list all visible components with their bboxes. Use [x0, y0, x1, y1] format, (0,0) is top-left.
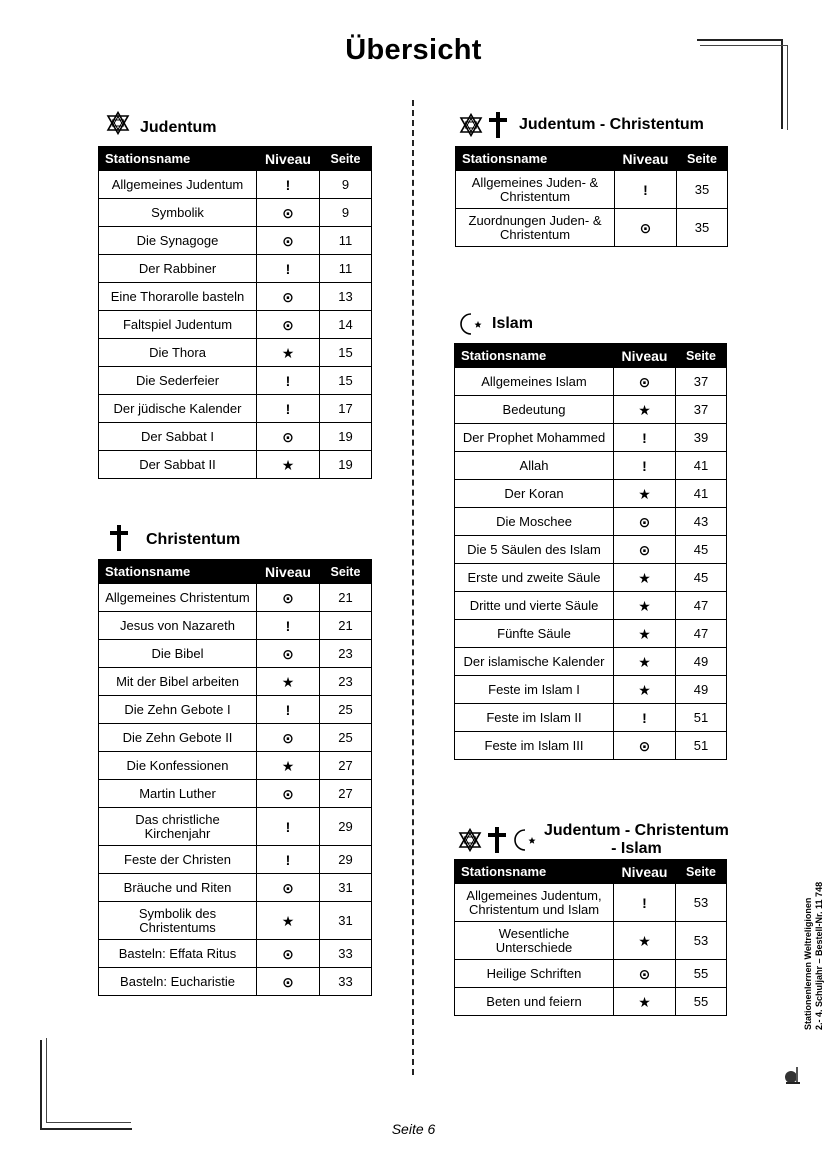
- station-name-cell: Eine Thorarolle basteln: [99, 283, 257, 311]
- station-name-cell: Die Zehn Gebote I: [99, 696, 257, 724]
- table-row: [455, 732, 727, 760]
- niveau-cell: ⊙: [614, 536, 676, 564]
- table-row: [99, 283, 372, 311]
- table-row: [455, 396, 727, 424]
- table-row: [99, 227, 372, 255]
- table-islam: [454, 343, 727, 760]
- side-text-line1: Stationenlernen Weltreligionen: [803, 897, 813, 1030]
- table-row: [99, 846, 372, 874]
- seite-cell: 29: [320, 808, 372, 846]
- corner-ornament-bottom-left-inner: [46, 1038, 131, 1123]
- station-name-cell: Die Thora: [99, 339, 257, 367]
- table-row: [99, 696, 372, 724]
- station-name-cell: Feste im Islam II: [455, 704, 614, 732]
- seite-cell: 35: [677, 209, 728, 247]
- table-row: [99, 339, 372, 367]
- seite-cell: 37: [676, 368, 727, 396]
- cross-icon: [489, 112, 507, 138]
- niveau-cell: ★: [257, 339, 320, 367]
- column-divider: [412, 100, 414, 1075]
- station-name-cell: Der Koran: [455, 480, 614, 508]
- table-row: [455, 368, 727, 396]
- section-header-christentum: [110, 525, 240, 551]
- crescent-icon: [512, 828, 538, 852]
- seite-cell: 33: [320, 968, 372, 996]
- station-name-cell: Die Sederfeier: [99, 367, 257, 395]
- niveau-cell: ⊙: [257, 199, 320, 227]
- table-row: [99, 752, 372, 780]
- side-text-line2: 2.- 4. Schuljahr – Bestell-Nr. 11 748: [814, 881, 824, 1030]
- seite-cell: 11: [320, 227, 372, 255]
- seite-cell: 15: [320, 339, 372, 367]
- niveau-cell: !: [257, 367, 320, 395]
- seite-cell: 53: [676, 884, 727, 922]
- table-row: [99, 968, 372, 996]
- niveau-cell: ⊙: [257, 874, 320, 902]
- table-row: [455, 620, 727, 648]
- table-row: [99, 724, 372, 752]
- niveau-cell: ★: [614, 396, 676, 424]
- seite-cell: 41: [676, 480, 727, 508]
- table-row: [99, 640, 372, 668]
- column-header-seite: Seite: [320, 560, 372, 584]
- seite-cell: 51: [676, 732, 727, 760]
- niveau-cell: ★: [257, 451, 320, 479]
- page-number: Seite 6: [391, 1121, 436, 1137]
- cross-icon: [110, 525, 128, 551]
- niveau-cell: !: [257, 808, 320, 846]
- station-name-cell: Zuordnungen Juden- & Christentum: [456, 209, 615, 247]
- niveau-cell: ★: [257, 668, 320, 696]
- section-header-judentum-christentum: [459, 112, 704, 138]
- table-row: [99, 940, 372, 968]
- station-name-cell: Wesentliche Unterschiede: [455, 922, 614, 960]
- niveau-cell: ⊙: [257, 940, 320, 968]
- niveau-cell: ⊙: [615, 209, 677, 247]
- seite-cell: 9: [320, 199, 372, 227]
- table-row: [99, 255, 372, 283]
- section-title-line2: - Islam: [611, 840, 662, 857]
- niveau-cell: ★: [614, 620, 676, 648]
- table-row: [99, 367, 372, 395]
- seite-cell: 9: [320, 171, 372, 199]
- column-header-seite: Seite: [676, 344, 727, 368]
- table-row: [455, 884, 727, 922]
- seite-cell: 47: [676, 592, 727, 620]
- section-title-line1: Judentum - Christentum: [544, 822, 729, 839]
- station-name-cell: Allgemeines Islam: [455, 368, 614, 396]
- station-name-cell: Bräuche und Riten: [99, 874, 257, 902]
- niveau-cell: ★: [614, 480, 676, 508]
- table-row: [455, 452, 727, 480]
- seite-cell: 41: [676, 452, 727, 480]
- table-christentum: [98, 559, 372, 996]
- niveau-cell: !: [614, 884, 676, 922]
- section-title: Judentum: [140, 119, 217, 136]
- station-name-cell: Allgemeines Juden- & Christentum: [456, 171, 615, 209]
- column-header-stationsname: Stationsname: [99, 147, 257, 171]
- niveau-cell: !: [257, 171, 320, 199]
- niveau-cell: !: [614, 452, 676, 480]
- station-name-cell: Der Prophet Mohammed: [455, 424, 614, 452]
- station-name-cell: Bedeutung: [455, 396, 614, 424]
- niveau-cell: !: [257, 612, 320, 640]
- station-name-cell: Faltspiel Judentum: [99, 311, 257, 339]
- table-row: [99, 874, 372, 902]
- seite-cell: 25: [320, 724, 372, 752]
- station-name-cell: Allgemeines Christentum: [99, 584, 257, 612]
- column-header-seite: Seite: [320, 147, 372, 171]
- station-name-cell: Mit der Bibel arbeiten: [99, 668, 257, 696]
- page-title: Übersicht: [345, 34, 482, 66]
- table-judentum-christentum: [455, 146, 728, 247]
- table-row: [99, 780, 372, 808]
- seite-cell: 45: [676, 564, 727, 592]
- seite-cell: 14: [320, 311, 372, 339]
- seite-cell: 39: [676, 424, 727, 452]
- seite-cell: 25: [320, 696, 372, 724]
- niveau-cell: ★: [257, 902, 320, 940]
- table-row: [456, 171, 728, 209]
- section-icons: [110, 525, 128, 551]
- column-header-niveau: Niveau: [257, 147, 320, 171]
- seite-cell: 49: [676, 648, 727, 676]
- station-name-cell: Symbolik: [99, 199, 257, 227]
- seite-cell: 31: [320, 902, 372, 940]
- station-name-cell: Fünfte Säule: [455, 620, 614, 648]
- section-title: Judentum - Christentum: [519, 116, 704, 133]
- station-name-cell: Der jüdische Kalender: [99, 395, 257, 423]
- station-name-cell: Die Konfessionen: [99, 752, 257, 780]
- station-name-cell: Die Moschee: [455, 508, 614, 536]
- section-header-islam: [458, 312, 533, 336]
- table-row: [99, 584, 372, 612]
- table-row: [455, 536, 727, 564]
- seite-cell: 21: [320, 612, 372, 640]
- station-name-cell: Feste im Islam III: [455, 732, 614, 760]
- seite-cell: 49: [676, 676, 727, 704]
- table-row: [455, 704, 727, 732]
- station-name-cell: Basteln: Effata Ritus: [99, 940, 257, 968]
- column-header-niveau: Niveau: [257, 560, 320, 584]
- column-header-niveau: Niveau: [614, 344, 676, 368]
- station-name-cell: Beten und feiern: [455, 988, 614, 1016]
- seite-cell: 17: [320, 395, 372, 423]
- table-row: [456, 209, 728, 247]
- niveau-cell: ⊙: [614, 368, 676, 396]
- niveau-cell: !: [257, 696, 320, 724]
- seite-cell: 21: [320, 584, 372, 612]
- seite-cell: 15: [320, 367, 372, 395]
- seite-cell: 11: [320, 255, 372, 283]
- table-row: [455, 648, 727, 676]
- station-name-cell: Die Bibel: [99, 640, 257, 668]
- column-header-stationsname: Stationsname: [455, 860, 614, 884]
- column-header-seite: Seite: [677, 147, 728, 171]
- table-row: [99, 451, 372, 479]
- seite-cell: 45: [676, 536, 727, 564]
- column-header-stationsname: Stationsname: [455, 344, 614, 368]
- section-icons: [459, 112, 507, 138]
- niveau-cell: ⊙: [257, 724, 320, 752]
- seite-cell: 43: [676, 508, 727, 536]
- table-row: [99, 612, 372, 640]
- station-name-cell: Die Synagoge: [99, 227, 257, 255]
- table-row: [99, 668, 372, 696]
- star-of-david-icon: [459, 113, 483, 137]
- table-row: [455, 564, 727, 592]
- table-row: [99, 199, 372, 227]
- seite-cell: 19: [320, 451, 372, 479]
- table-row: [99, 808, 372, 846]
- seite-cell: 27: [320, 752, 372, 780]
- seite-cell: 23: [320, 640, 372, 668]
- section-icons: [458, 827, 538, 853]
- niveau-cell: !: [257, 255, 320, 283]
- niveau-cell: ⊙: [257, 283, 320, 311]
- station-name-cell: Allgemeines Judentum: [99, 171, 257, 199]
- crescent-icon: [458, 312, 484, 336]
- seite-cell: 51: [676, 704, 727, 732]
- column-header-niveau: Niveau: [614, 860, 676, 884]
- seite-cell: 29: [320, 846, 372, 874]
- station-name-cell: Das christliche Kirchenjahr: [99, 808, 257, 846]
- seite-cell: 35: [677, 171, 728, 209]
- niveau-cell: ★: [614, 676, 676, 704]
- table-row: [455, 922, 727, 960]
- station-name-cell: Feste im Islam I: [455, 676, 614, 704]
- publisher-side-text: [803, 882, 825, 1030]
- niveau-cell: ⊙: [257, 640, 320, 668]
- table-row: [455, 960, 727, 988]
- niveau-cell: !: [615, 171, 677, 209]
- seite-cell: 47: [676, 620, 727, 648]
- table-judentum: [98, 146, 372, 479]
- station-name-cell: Dritte und vierte Säule: [455, 592, 614, 620]
- table-row: [99, 311, 372, 339]
- niveau-cell: ⊙: [257, 584, 320, 612]
- station-name-cell: Allah: [455, 452, 614, 480]
- niveau-cell: ★: [614, 648, 676, 676]
- station-name-cell: Die Zehn Gebote II: [99, 724, 257, 752]
- niveau-cell: ⊙: [257, 780, 320, 808]
- station-name-cell: Erste und zweite Säule: [455, 564, 614, 592]
- section-header-alle: [458, 822, 729, 858]
- table-row: [455, 480, 727, 508]
- niveau-cell: ⊙: [614, 732, 676, 760]
- section-header-judentum: [106, 109, 216, 137]
- star-of-david-icon: [458, 828, 482, 852]
- niveau-cell: ★: [257, 752, 320, 780]
- niveau-cell: ★: [614, 592, 676, 620]
- niveau-cell: ⊙: [614, 960, 676, 988]
- station-name-cell: Der islamische Kalender: [455, 648, 614, 676]
- seite-cell: 33: [320, 940, 372, 968]
- station-name-cell: Der Sabbat I: [99, 423, 257, 451]
- section-icons: [458, 312, 484, 336]
- table-row: [455, 676, 727, 704]
- station-name-cell: Die 5 Säulen des Islam: [455, 536, 614, 564]
- niveau-cell: ★: [614, 988, 676, 1016]
- seite-cell: 31: [320, 874, 372, 902]
- section-title: [544, 822, 729, 858]
- station-name-cell: Allgemeines Judentum, Christentum und Islam: [455, 884, 614, 922]
- station-name-cell: Martin Luther: [99, 780, 257, 808]
- station-name-cell: Feste der Christen: [99, 846, 257, 874]
- table-row: [99, 171, 372, 199]
- seite-cell: 23: [320, 668, 372, 696]
- station-name-cell: Der Sabbat II: [99, 451, 257, 479]
- station-name-cell: Symbolik des Christentums: [99, 902, 257, 940]
- star-of-david-icon: [106, 111, 130, 135]
- table-row: [99, 902, 372, 940]
- niveau-cell: ⊙: [257, 423, 320, 451]
- table-row: [99, 423, 372, 451]
- table-row: [455, 988, 727, 1016]
- seite-cell: 55: [676, 960, 727, 988]
- seite-cell: 13: [320, 283, 372, 311]
- table-row: [455, 592, 727, 620]
- niveau-cell: ★: [614, 564, 676, 592]
- niveau-cell: !: [614, 424, 676, 452]
- niveau-cell: !: [614, 704, 676, 732]
- table-row: [455, 508, 727, 536]
- seite-cell: 53: [676, 922, 727, 960]
- station-name-cell: Der Rabbiner: [99, 255, 257, 283]
- publisher-logo: [784, 1063, 802, 1085]
- niveau-cell: !: [257, 395, 320, 423]
- table-alle: [454, 859, 727, 1016]
- niveau-cell: ⊙: [257, 311, 320, 339]
- section-icons: [106, 111, 130, 135]
- column-header-niveau: Niveau: [615, 147, 677, 171]
- seite-cell: 19: [320, 423, 372, 451]
- table-row: [455, 424, 727, 452]
- niveau-cell: ⊙: [614, 508, 676, 536]
- seite-cell: 55: [676, 988, 727, 1016]
- niveau-cell: ⊙: [257, 968, 320, 996]
- station-name-cell: Basteln: Eucharistie: [99, 968, 257, 996]
- section-title: Christentum: [146, 531, 241, 548]
- table-row: [99, 395, 372, 423]
- station-name-cell: Jesus von Nazareth: [99, 612, 257, 640]
- niveau-cell: ⊙: [257, 227, 320, 255]
- seite-cell: 27: [320, 780, 372, 808]
- niveau-cell: ★: [614, 922, 676, 960]
- column-header-seite: Seite: [676, 860, 727, 884]
- section-title: Islam: [492, 315, 533, 332]
- column-header-stationsname: Stationsname: [456, 147, 615, 171]
- seite-cell: 37: [676, 396, 727, 424]
- column-header-stationsname: Stationsname: [99, 560, 257, 584]
- cross-icon: [488, 827, 506, 853]
- station-name-cell: Heilige Schriften: [455, 960, 614, 988]
- niveau-cell: !: [257, 846, 320, 874]
